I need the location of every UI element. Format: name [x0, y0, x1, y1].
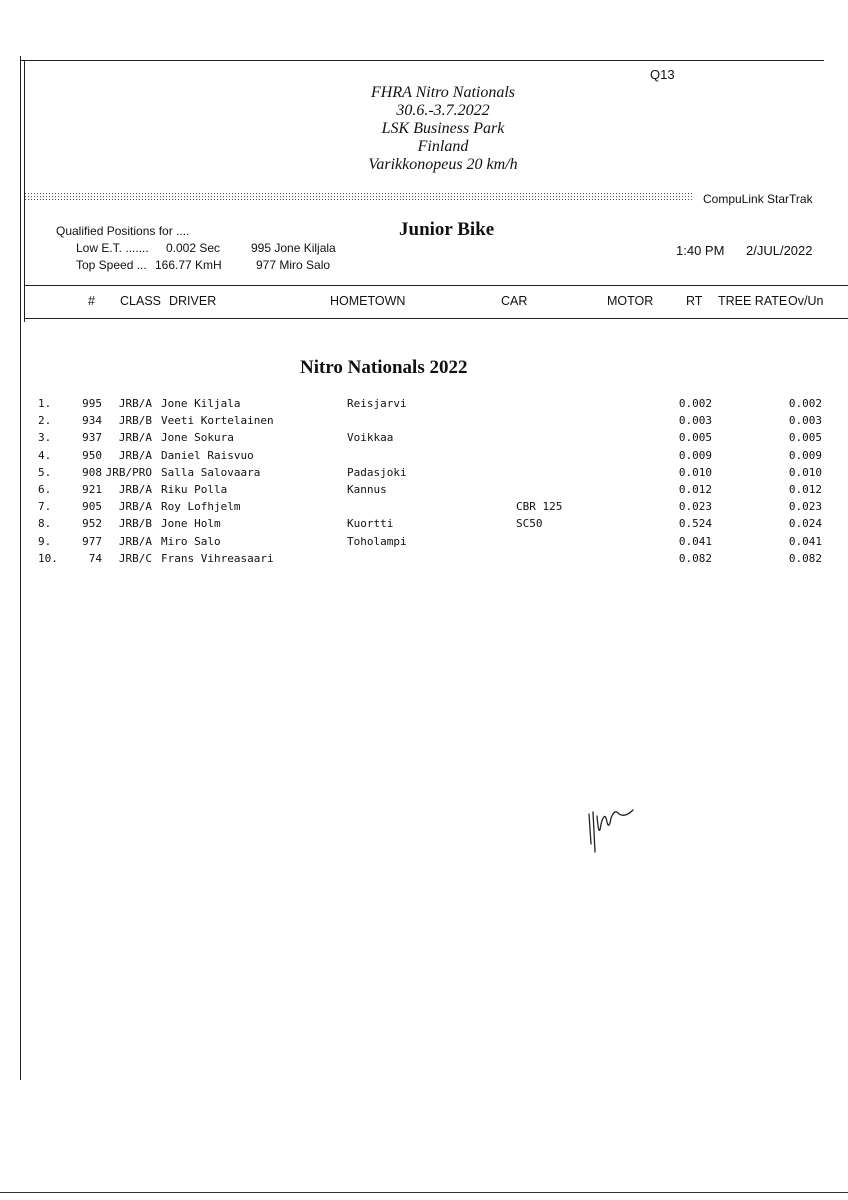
col-ovun: Ov/Un	[788, 294, 824, 308]
timing-system: CompuLink StarTrak	[703, 192, 813, 206]
col-rt: RT	[686, 294, 703, 308]
row-ovun: 0.002	[788, 397, 822, 410]
row-position: 1.	[38, 397, 52, 410]
row-position: 8.	[38, 517, 52, 531]
row-hometown: Kannus	[347, 483, 387, 496]
row-class: JRB/B	[118, 414, 152, 428]
table-row	[0, 483, 848, 500]
top-speed-driver: 977 Miro Salo	[256, 258, 331, 272]
row-driver: Daniel Raisvuo	[161, 448, 254, 462]
row-position: 7.	[38, 500, 52, 514]
row-position: 6.	[38, 483, 52, 496]
row-hometown: Padasjoki	[347, 465, 407, 479]
col-hometown: HOMETOWN	[330, 294, 406, 308]
row-hometown: Kuortti	[347, 517, 394, 531]
col-tree-rate: TREE RATE	[718, 294, 788, 308]
event-header	[343, 84, 543, 174]
row-rt: 0.023	[678, 500, 712, 514]
table-row	[0, 517, 848, 534]
col-num: #	[88, 294, 95, 308]
col-motor: MOTOR	[607, 294, 654, 308]
row-number: 908	[82, 465, 102, 479]
low-et-value: 0.002 Sec	[166, 241, 221, 255]
row-position: 9.	[38, 534, 52, 548]
col-car: CAR	[501, 294, 528, 308]
row-number: 950	[82, 448, 102, 462]
low-et-driver: 995 Jone Kiljala	[251, 241, 336, 255]
row-driver: Jone Sokura	[161, 431, 234, 445]
top-speed-value: 166.77 KmH	[155, 258, 222, 272]
row-rt: 0.524	[678, 517, 712, 531]
row-ovun: 0.010	[788, 465, 822, 479]
row-number: 74	[88, 551, 102, 565]
row-rt: 0.009	[678, 448, 712, 462]
row-ovun: 0.012	[788, 483, 822, 496]
row-class: JRB/A	[118, 500, 152, 514]
event-country: Finland	[417, 138, 469, 155]
stipple-divider	[24, 192, 694, 202]
row-position: 5.	[38, 465, 52, 479]
row-rt: 0.010	[678, 465, 712, 479]
table-row	[0, 535, 848, 552]
row-driver: Salla Salovaara	[161, 465, 261, 479]
row-class: JRB/B	[118, 517, 152, 531]
row-number: 952	[82, 517, 102, 531]
row-position: 2.	[38, 414, 52, 428]
row-position: 10.	[38, 551, 58, 565]
row-driver: Miro Salo	[161, 534, 221, 548]
row-number: 937	[82, 431, 102, 445]
table-row	[0, 500, 848, 517]
event-title: FHRA Nitro Nationals	[370, 84, 515, 101]
col-class: CLASS	[120, 294, 161, 308]
event-venue: LSK Business Park	[381, 120, 505, 137]
row-ovun: 0.009	[788, 448, 822, 462]
table-row	[0, 449, 848, 466]
row-rt: 0.041	[678, 534, 712, 548]
event-pit-speed: Varikkonopeus 20 km/h	[368, 156, 518, 173]
row-rt: 0.012	[678, 483, 712, 496]
row-ovun: 0.082	[788, 551, 822, 565]
low-et-label: Low E.T. .......	[76, 241, 149, 255]
page-bottom-line	[0, 1192, 848, 1193]
row-number: 905	[82, 500, 102, 514]
column-header-bottom-line	[24, 318, 848, 319]
column-header-top-line	[24, 285, 848, 286]
row-hometown: Reisjarvi	[347, 397, 407, 410]
top-speed-label: Top Speed ...	[76, 258, 147, 272]
row-number: 995	[82, 397, 102, 410]
row-number: 934	[82, 414, 102, 428]
row-car: SC50	[516, 517, 543, 531]
table-row	[0, 414, 848, 431]
row-class: JRB/PRO	[105, 465, 152, 479]
table-row	[0, 431, 848, 448]
handwritten-signature	[585, 800, 645, 860]
row-ovun: 0.003	[788, 414, 822, 428]
row-driver: Jone Holm	[161, 517, 221, 531]
top-border-line	[20, 60, 824, 61]
row-driver: Jone Kiljala	[161, 397, 241, 410]
row-car: CBR 125	[516, 500, 563, 514]
qualified-label: Qualified Positions for ....	[56, 224, 190, 238]
row-class: JRB/A	[118, 483, 152, 496]
left-inner-border-line	[24, 60, 25, 322]
section-title: Nitro Nationals 2022	[300, 357, 468, 378]
row-ovun: 0.005	[788, 431, 822, 445]
row-class: JRB/A	[118, 397, 152, 410]
table-row	[0, 466, 848, 483]
row-position: 3.	[38, 431, 52, 445]
row-rt: 0.003	[678, 414, 712, 428]
row-hometown: Toholampi	[347, 534, 407, 548]
row-class: JRB/A	[118, 448, 152, 462]
row-ovun: 0.023	[788, 500, 822, 514]
row-ovun: 0.041	[788, 534, 822, 548]
row-rt: 0.082	[678, 551, 712, 565]
row-ovun: 0.024	[788, 517, 822, 531]
print-time: 1:40 PM	[676, 243, 725, 258]
table-row	[0, 397, 848, 414]
row-class: JRB/C	[118, 551, 152, 565]
col-driver: DRIVER	[169, 294, 217, 308]
row-class: JRB/A	[118, 534, 152, 548]
row-class: JRB/A	[118, 431, 152, 445]
row-number: 977	[82, 534, 102, 548]
row-driver: Roy Lofhjelm	[161, 500, 241, 514]
row-driver: Riku Polla	[161, 483, 228, 496]
row-rt: 0.002	[678, 397, 712, 410]
row-driver: Veeti Kortelainen	[161, 414, 274, 428]
event-dates: 30.6.-3.7.2022	[396, 102, 490, 119]
row-rt: 0.005	[678, 431, 712, 445]
category-title: Junior Bike	[399, 219, 495, 240]
row-position: 4.	[38, 448, 52, 462]
sheet-code: Q13	[650, 67, 675, 82]
row-driver: Frans Vihreasaari	[161, 551, 274, 565]
print-date: 2/JUL/2022	[746, 243, 813, 258]
table-row	[0, 552, 848, 569]
row-number: 921	[82, 483, 102, 496]
row-hometown: Voikkaa	[347, 431, 394, 445]
